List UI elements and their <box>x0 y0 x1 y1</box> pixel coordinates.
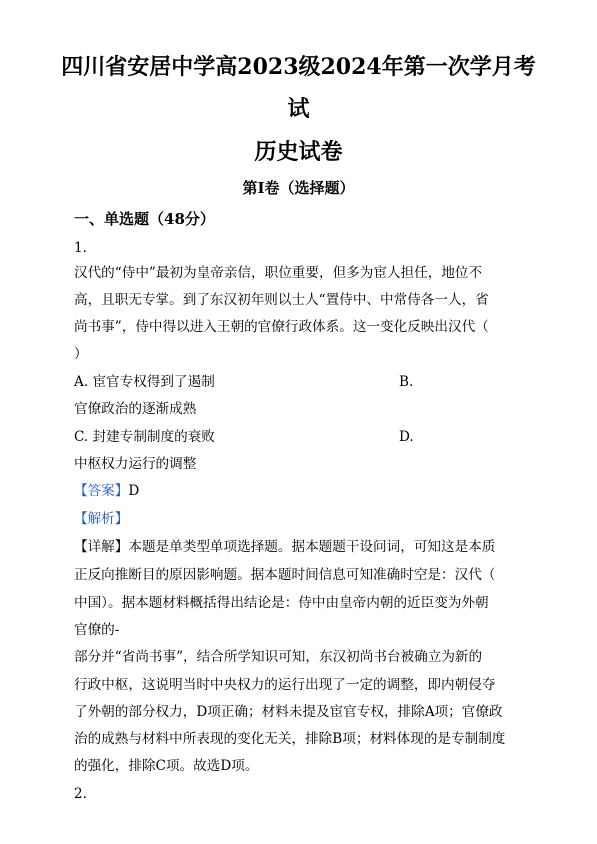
exam-title-line2: 试 <box>287 96 310 122</box>
answer-tag: 【答案】 <box>74 483 129 499</box>
exam-title-line1: 四川省安居中学高2023级2024年第一次学月考 <box>61 54 536 80</box>
detail-text: 本题是单类型单项选择题。据本题题干设问词，可知这是本质 <box>128 539 496 555</box>
question-number: 2. <box>74 786 87 802</box>
analysis-tag: 【解析】 <box>74 511 129 527</box>
option-a: A. 宦官专权得到了遏制 <box>74 374 215 390</box>
section-heading: 一、单选题（48分） <box>74 210 215 228</box>
detail-line: 中国）。据本题材料概括得出结论是：侍中由皇帝内朝的近臣变为外朝 <box>74 595 489 611</box>
question-stem-line: 尚书事”，侍中得以进入王朝的官僚行政体系。这一变化反映出汉代（ <box>74 319 489 335</box>
detail-line: 的强化，排除C项。故选D项。 <box>74 758 259 774</box>
detail-line <box>74 537 495 557</box>
analysis-line <box>74 509 128 529</box>
question-number: 1. <box>74 240 87 256</box>
detail-line: 了外朝的部分权力，D项正确；材料未提及宦官专权，排除A项；官僚政 <box>74 704 503 720</box>
detail-tag: 【详解】 <box>74 539 129 555</box>
detail-line: 行政中枢，这说明当时中央权力的运行出现了一定的调整，即内朝侵夺 <box>74 677 496 693</box>
detail-line: 正反向推断目的原因影响题。据本题时间信息可知准确时空是：汉代（ <box>74 567 496 583</box>
option-b-text: 官僚政治的逐渐成熟 <box>74 401 197 417</box>
option-d-text: 中枢权力运行的调整 <box>74 456 197 472</box>
subject-title: 历史试卷 <box>254 139 343 165</box>
option-b-label: B. <box>399 374 414 390</box>
question-stem-line: 高，且职无专掌。到了东汉初年则以士人“置侍中、中常侍各一人，省 <box>74 292 489 308</box>
detail-line: 治的成熟与材料中所表现的变化无关，排除B项；材料体现的是专制制度 <box>74 731 506 747</box>
detail-line: 官僚的- <box>74 622 120 638</box>
volume-title: 第I卷（选择题） <box>242 179 355 197</box>
answer-line <box>74 481 139 501</box>
option-d-label: D. <box>399 429 414 445</box>
answer-value: D <box>128 483 140 499</box>
question-stem-line: ） <box>74 346 88 362</box>
option-c: C. 封建专制制度的衰败 <box>74 429 215 445</box>
detail-line: 部分并“省尚书事”，结合所学知识可知，东汉初尚书台被确立为新的 <box>74 649 483 665</box>
question-stem-line: 汉代的“侍中”最初为皇帝亲信，职位重要，但多为宦人担任，地位不 <box>74 265 483 281</box>
